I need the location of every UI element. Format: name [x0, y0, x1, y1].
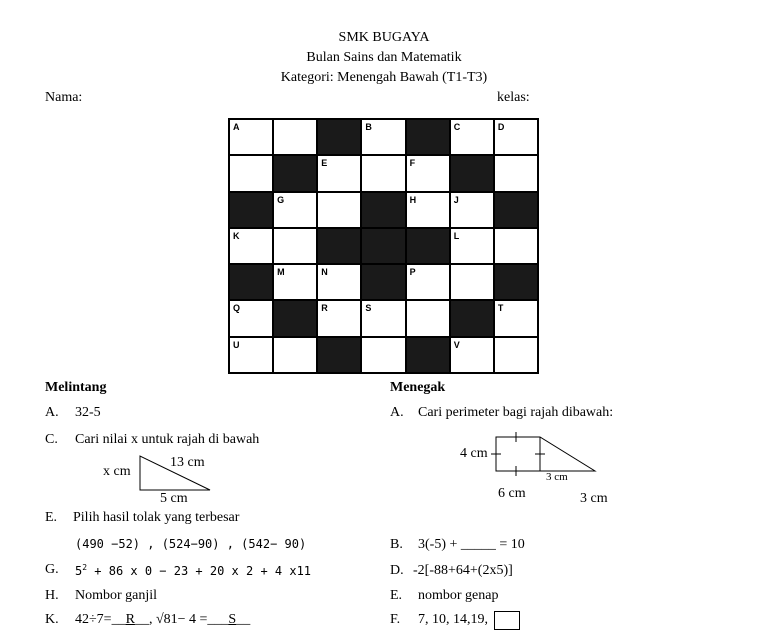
grid-cell-label: E [321, 158, 328, 169]
category-title: Kategori: Menengah Bawah (T1-T3) [280, 70, 488, 85]
trapezium-bottom-label: 6 cm [498, 486, 526, 501]
grid-cell[interactable] [406, 300, 450, 336]
grid-cell-label: A [233, 122, 240, 132]
grid-cell[interactable] [273, 119, 317, 155]
down-heading: Menegak [390, 380, 446, 395]
down-b-text: 3(-5) + _____ = 10 [418, 537, 525, 552]
across-e-expression: (490 −52) , (524−90) , (542− 90) [75, 537, 307, 551]
grid-cell[interactable] [361, 155, 405, 191]
grid-cell-label: U [233, 339, 240, 350]
grid-cell-black [406, 337, 450, 373]
across-a-text: 32-5 [75, 405, 101, 420]
grid-cell[interactable] [494, 300, 538, 336]
grid-cell[interactable] [494, 228, 538, 264]
grid-cell-black [229, 192, 273, 228]
grid-cell-label: V [453, 339, 460, 350]
grid-cell-black [317, 119, 361, 155]
grid-cell-label: R [321, 303, 328, 314]
grid-cell[interactable] [361, 119, 405, 155]
grid-cell-label: C [453, 122, 461, 132]
grid-cell-label: M [277, 267, 285, 278]
grid-cell[interactable] [229, 228, 273, 264]
grid-cell[interactable] [317, 155, 361, 191]
grid-cell-label: G [277, 194, 285, 205]
down-f-letter: F. [390, 612, 401, 627]
grid-cell-label: N [321, 267, 328, 278]
across-k-letter: K. [45, 612, 59, 627]
across-h-text: Nombor ganjil [75, 588, 158, 603]
grid-cell[interactable] [317, 264, 361, 300]
grid-cell[interactable] [229, 300, 273, 336]
grid-cell[interactable] [450, 228, 494, 264]
across-c-letter: C. [45, 432, 58, 447]
grid-cell[interactable] [273, 228, 317, 264]
down-b-letter: B. [390, 537, 403, 552]
across-heading: Melintang [45, 380, 107, 395]
trapezium-left-label: 4 cm [460, 446, 488, 461]
grid-cell[interactable] [450, 192, 494, 228]
grid-cell[interactable] [450, 337, 494, 373]
grid-cell-black [273, 155, 317, 191]
across-e-text: Pilih hasil tolak yang terbesar [73, 510, 240, 525]
down-e-text: nombor genap [418, 588, 499, 603]
grid-cell-black [361, 264, 405, 300]
across-g-expression: $5^2 + 86$ x 0 − 23 + 20 x 2 + 4 x11 [75, 563, 312, 578]
triangle-side-x: x cm [103, 464, 131, 479]
grid-cell-black [361, 228, 405, 264]
trapezium-right-label: 3 cm [580, 491, 608, 506]
grid-cell-black [406, 228, 450, 264]
grid-cell[interactable] [317, 300, 361, 336]
grid-cell[interactable] [229, 337, 273, 373]
event-title: Bulan Sains dan Matematik [306, 50, 462, 65]
grid-cell[interactable] [494, 155, 538, 191]
triangle-hypotenuse: 13 cm [170, 455, 205, 470]
across-a-letter: A. [45, 405, 59, 420]
grid-cell[interactable] [406, 192, 450, 228]
grid-cell[interactable] [229, 119, 273, 155]
grid-cell-black [494, 192, 538, 228]
down-a-letter: A. [390, 405, 404, 420]
grid-cell-black [450, 300, 494, 336]
grid-cell[interactable] [273, 337, 317, 373]
grid-cell-label: F [409, 158, 416, 169]
grid-cell[interactable] [450, 264, 494, 300]
grid-cell-black [229, 264, 273, 300]
down-d-letter: D. [390, 563, 404, 578]
grid-cell-black [273, 300, 317, 336]
down-a-text: Cari perimeter bagi rajah dibawah: [418, 405, 614, 420]
down-e-letter: E. [390, 588, 403, 603]
grid-cell-label: J [453, 194, 459, 205]
name-label: Nama: [45, 90, 83, 105]
grid-cell-black [494, 264, 538, 300]
crossword-grid [228, 118, 539, 374]
grid-cell-label: D [497, 122, 505, 132]
down-f-text: 7, 10, 14,19, [418, 612, 488, 627]
grid-cell-label: P [409, 267, 416, 278]
grid-cell[interactable] [406, 264, 450, 300]
grid-cell[interactable] [406, 155, 450, 191]
down-d-text: -2[-88+64+(2x5)] [413, 563, 513, 578]
grid-cell[interactable] [494, 337, 538, 373]
across-e-letter: E. [45, 510, 58, 525]
grid-cell-black [317, 228, 361, 264]
trapezium-inner-label: 3 cm [546, 471, 568, 483]
grid-cell-label: T [497, 303, 504, 314]
grid-cell-label: Q [233, 303, 241, 314]
grid-cell-label: S [365, 303, 372, 314]
answer-box [494, 611, 520, 630]
grid-cell-label: H [409, 194, 417, 205]
across-g-letter: G. [45, 562, 59, 577]
class-label: kelas: [497, 90, 530, 105]
grid-cell[interactable] [273, 192, 317, 228]
grid-cell-black [317, 337, 361, 373]
grid-cell[interactable] [494, 119, 538, 155]
grid-cell-black [450, 155, 494, 191]
grid-cell-black [361, 192, 405, 228]
across-h-letter: H. [45, 588, 59, 603]
school-name: SMK BUGAYA [338, 30, 430, 45]
grid-cell[interactable] [273, 264, 317, 300]
grid-cell[interactable] [317, 192, 361, 228]
grid-cell-label: B [365, 122, 372, 132]
grid-cell[interactable] [361, 337, 405, 373]
grid-cell-label: K [233, 230, 240, 241]
grid-cell[interactable] [229, 155, 273, 191]
across-c-text: Cari nilai x untuk rajah di bawah [75, 432, 260, 447]
grid-cell-label: L [453, 230, 460, 241]
grid-cell[interactable] [361, 300, 405, 336]
grid-cell[interactable] [450, 119, 494, 155]
across-k-text: 42÷7=__R__, √81− 4 =___S__ [75, 612, 251, 627]
grid-cell-black [406, 119, 450, 155]
triangle-base: 5 cm [160, 491, 188, 506]
